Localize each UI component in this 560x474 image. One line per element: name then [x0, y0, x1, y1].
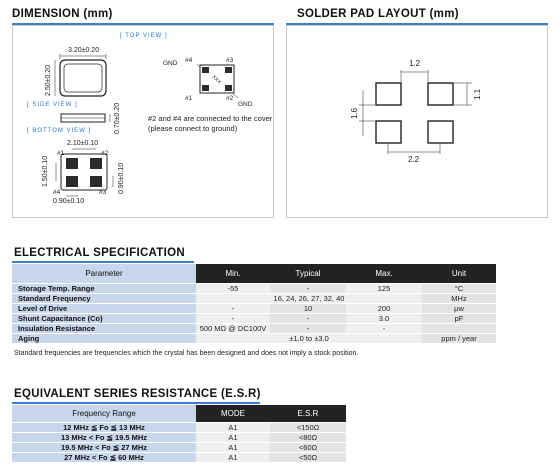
esr-mode: A1 — [196, 422, 270, 432]
bottom-pin-1: #1 — [57, 150, 65, 157]
side-height-dim: 0.70±0.20 — [114, 102, 121, 134]
esr-header-mode: MODE — [196, 405, 270, 422]
electrical-title-rule — [12, 261, 194, 263]
bottom-pad-height-dim: 0.90±0.10 — [118, 162, 125, 194]
spec-min: -55 — [196, 283, 270, 293]
pin-gnd-top: GND — [163, 60, 178, 67]
esr-range: 12 MHz ≦ Fo ≦ 13 MHz — [12, 422, 196, 432]
esr-range: 19.5 MHz < Fo ≦ 27 MHz — [12, 442, 196, 452]
spec-header-typical: Typical — [270, 264, 346, 283]
spec-param: Standard Frequency — [12, 293, 196, 303]
spec-max: 125 — [346, 283, 422, 293]
top-view-label: [ TOP VIEW ] — [120, 33, 168, 39]
spec-header-min: Min. — [196, 264, 270, 283]
spec-max: 200 — [346, 303, 422, 313]
bottom-view-label: [ BOTTOM VIEW ] — [27, 128, 92, 134]
bottom-pin-3: #3 — [99, 189, 107, 196]
spec-param: Insulation Resistance — [12, 323, 196, 333]
esr-title: EQUIVALENT SERIES RESISTANCE (E.S.R) — [14, 388, 261, 400]
esr-header-range: Frequency Range — [12, 405, 196, 422]
svg-text:XXX: XXX — [210, 74, 222, 86]
spec-typ: 10 — [270, 303, 346, 313]
esr-range: 27 MHz < Fo ≦ 60 MHz — [12, 452, 196, 462]
spec-unit: °C — [422, 283, 496, 293]
spec-header-max: Max. — [346, 264, 422, 283]
esr-mode: A1 — [196, 452, 270, 462]
solder-drawing — [287, 26, 549, 219]
pin-3-label: #3 — [226, 57, 234, 64]
solder-title: SOLDER PAD LAYOUT (mm) — [297, 8, 459, 20]
top-width-dim: 3.20±0.20 — [68, 47, 100, 54]
spec-min: - — [196, 313, 270, 323]
electrical-spec-table — [12, 264, 496, 344]
table-row — [12, 442, 346, 452]
spec-unit: μw — [422, 303, 496, 313]
esr-value: <80Ω — [270, 432, 346, 442]
spec-min: - — [196, 303, 270, 313]
solder-dim-top: 1.2 — [409, 59, 421, 68]
spec-param: Aging — [12, 333, 196, 343]
pin-1-label: #1 — [185, 95, 193, 102]
spec-typ: - — [270, 323, 346, 333]
spec-unit: MHz — [422, 293, 496, 303]
spec-span-value: 16, 24, 26, 27, 32, 40 — [196, 293, 422, 303]
solder-dim-bottom: 2.2 — [408, 155, 420, 164]
esr-range: 13 MHz < Fo ≦ 19.5 MHz — [12, 432, 196, 442]
dimension-panel — [12, 25, 274, 218]
spec-header-row — [12, 264, 496, 283]
spec-max: - — [346, 323, 422, 333]
solder-dim-left: 1.6 — [350, 107, 359, 119]
table-row — [12, 313, 496, 323]
spec-unit: pF — [422, 313, 496, 323]
pin-2-label: #2 — [226, 95, 234, 102]
spec-param: Storage Temp. Range — [12, 283, 196, 293]
table-row — [12, 303, 496, 313]
spec-param: Level of Drive — [12, 303, 196, 313]
solder-dim-right: 1.1 — [473, 88, 482, 100]
pin-4-label: #4 — [185, 57, 193, 64]
bottom-height-dim: 1.50±0.10 — [42, 155, 49, 187]
ground-note-line2: (please connect to ground) — [148, 124, 238, 133]
ground-note-line1: #2 and #4 are connected to the cover — [148, 114, 273, 123]
side-view-label: [ SIDE VIEW ] — [27, 102, 78, 108]
esr-table — [12, 405, 346, 463]
bottom-pad-width-dim: 0.90±0.10 — [53, 198, 85, 205]
esr-mode: A1 — [196, 432, 270, 442]
electrical-title: ELECTRICAL SPECIFICATION — [14, 247, 185, 259]
bottom-pin-2: #2 — [101, 150, 109, 157]
pin-gnd-bottom: GND — [238, 101, 253, 108]
table-row — [12, 283, 496, 293]
spec-unit — [422, 323, 496, 333]
spec-typ: - — [270, 283, 346, 293]
table-row — [12, 452, 346, 462]
esr-header-esr: E.S.R — [270, 405, 346, 422]
spec-header-unit: Unit — [422, 264, 496, 283]
table-row — [12, 323, 496, 333]
solder-panel — [286, 25, 548, 218]
spec-max: 3.0 — [346, 313, 422, 323]
spec-param: Shunt Capacitance (Co) — [12, 313, 196, 323]
spec-unit: ppm / year — [422, 333, 496, 343]
esr-value: <50Ω — [270, 452, 346, 462]
bottom-width-dim: 2.10±0.10 — [67, 140, 99, 147]
spec-span-value: ±1.0 to ±3.0 — [196, 333, 422, 343]
top-height-dim: 2.50±0.20 — [45, 64, 52, 96]
table-row — [12, 333, 496, 343]
table-row — [12, 293, 496, 303]
spec-header-parameter: Parameter — [12, 264, 196, 283]
spec-min: 500 MΩ @ DC100V — [196, 323, 270, 333]
table-row — [12, 422, 346, 432]
dimension-title: DIMENSION (mm) — [12, 8, 113, 20]
esr-mode: A1 — [196, 442, 270, 452]
esr-value: <60Ω — [270, 442, 346, 452]
esr-value: <150Ω — [270, 422, 346, 432]
bottom-pin-4: #4 — [53, 189, 61, 196]
electrical-footnote: Standard frequencies are frequencies which the crystal has been designed and does not imply a stock position. — [14, 350, 359, 357]
esr-title-rule — [12, 402, 260, 404]
table-row — [12, 432, 346, 442]
esr-header-row — [12, 405, 346, 422]
spec-typ: - — [270, 313, 346, 323]
